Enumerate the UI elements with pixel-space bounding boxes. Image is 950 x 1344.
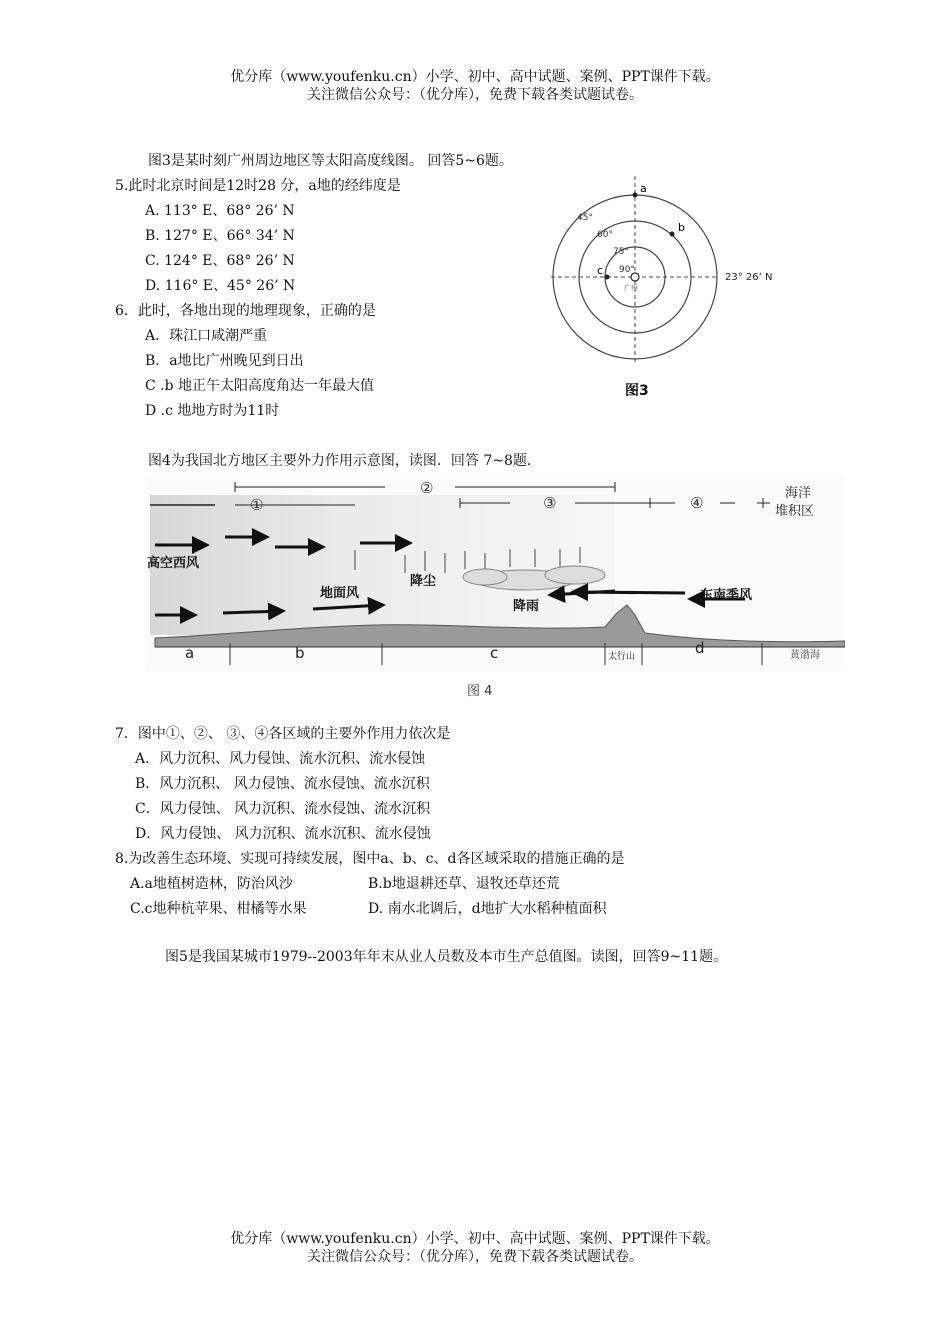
q7-option-b: B．风力沉积、 风力侵蚀、流水侵蚀、流水沉积: [135, 776, 430, 792]
figure-3: [545, 172, 795, 407]
rain-label: 降雨: [513, 599, 540, 614]
q8-option-c: C.c地种杭苹果、柑橘等水果: [130, 901, 307, 917]
q7-option-c: C．风力侵蚀、 风力沉积、流水侵蚀、流水沉积: [135, 801, 431, 817]
point-c: [605, 275, 610, 280]
dust-label: 降尘: [410, 574, 437, 589]
q5-option-d: D. 116° E、45° 26’ N: [145, 278, 296, 294]
ring-label-75: 75°: [613, 247, 629, 257]
q5-option-c: C. 124° E、68° 26’ N: [145, 253, 295, 269]
q6-option-d: D .c 地地方时为11时: [145, 403, 280, 419]
region-b-label: b: [295, 644, 305, 662]
point-a: [633, 193, 638, 198]
ring-label-60: 60°: [597, 230, 613, 240]
q7-stem: 7．图中①、②、 ③、④各区域的主要外作用力依次是: [115, 726, 451, 742]
figure-4: [145, 475, 845, 705]
fig3-caption: 图3: [625, 383, 649, 399]
dust-haze: [150, 495, 615, 635]
surface-wind-arrow-2: [223, 611, 283, 613]
label-b: b: [678, 221, 685, 234]
monsoon-arrow-2: [573, 592, 685, 593]
cloud-2: [545, 566, 605, 584]
lat-label: 23° 26’ N: [725, 272, 773, 283]
q6-option-a: A．珠江口咸潮严重: [145, 328, 268, 344]
fig4-caption: 图 4: [467, 684, 493, 699]
region-a-label: a: [185, 644, 195, 662]
zone-2-label: ②: [420, 479, 434, 497]
header-line-1: 优分库（www.youfenku.cn）小学、初中、高中试题、案例、PPT课件下载。: [230, 69, 720, 85]
ring-label-90: 90°: [619, 265, 635, 275]
monsoon-label: 东南季风: [700, 588, 753, 603]
q6-option-b: B．a地比广州晚见到日出: [145, 353, 304, 369]
zone-4-label: ④: [690, 494, 704, 512]
q5-option-b: B. 127° E、66° 34’ N: [145, 228, 295, 244]
q8-option-a: A.a地植树造林，防治风沙: [130, 876, 293, 892]
q8-stem: 8.为改善生态环境、实现可持续发展，图中a、b、c、d各区域采取的措施正确的是: [115, 851, 625, 867]
q6-option-c: C .b 地正午太阳高度角达一年最大值: [145, 378, 375, 394]
intro-fig4: 图4为我国北方地区主要外力作用示意图，读图．回答 7~8题．: [148, 453, 541, 469]
footer-line-2: 关注微信公众号：（优分库），免费下载各类试题试卷。: [307, 1249, 643, 1265]
intro-fig3: 图3是某时刻广州周边地区等太阳高度线图。 回答5~6题。: [148, 153, 513, 169]
intro-fig5: 图5是我国某城市1979--2003年年末从业人员数及本市生产总值图。读图，回答9~11题。: [165, 949, 728, 965]
q8-option-d: D. 南水北调后，d地扩大水稻种植面积: [368, 901, 607, 917]
zone-3-label: ③: [543, 494, 557, 512]
q7-option-d: D．风力侵蚀、 风力沉积、流水沉积、流水侵蚀: [135, 826, 431, 842]
region-d-label: d: [695, 639, 705, 657]
q6-stem: 6．此时，各地出现的地理现象，正确的是: [115, 303, 376, 319]
zone-1-label: ①: [250, 496, 264, 514]
mountain-label: 太行山: [608, 652, 636, 662]
q5-option-a: A. 113° E、68° 26’ N: [145, 203, 295, 219]
ocean-label-1: 海洋: [785, 486, 812, 501]
ring-label-45: 45°: [577, 213, 593, 223]
cloud-3: [463, 569, 507, 585]
label-a: a: [640, 182, 647, 195]
ocean-label-2: 堆积区: [775, 504, 815, 519]
region-c-label: c: [490, 644, 499, 662]
sea-label: 黄渤海: [790, 650, 820, 661]
label-c: c: [597, 264, 604, 277]
point-b: [670, 232, 675, 237]
q5-stem: 5.此时北京时间是12时28 分，a地的经纬度是: [115, 178, 401, 194]
q7-option-a: A．风力沉积、风力侵蚀、流水沉积、流水侵蚀: [135, 751, 426, 767]
header-line-2: 关注微信公众号：（优分库），免费下载各类试题试卷。: [307, 87, 643, 103]
city-label: 广州: [624, 284, 638, 292]
footer-line-1: 优分库（www.youfenku.cn）小学、初中、高中试题、案例、PPT课件下载。: [230, 1231, 720, 1247]
surface-wind-label: 地面风: [320, 586, 360, 601]
west-wind-label: 高空西风: [147, 556, 200, 571]
q8-option-b: B.b地退耕还草、退牧还草还荒: [368, 876, 560, 892]
